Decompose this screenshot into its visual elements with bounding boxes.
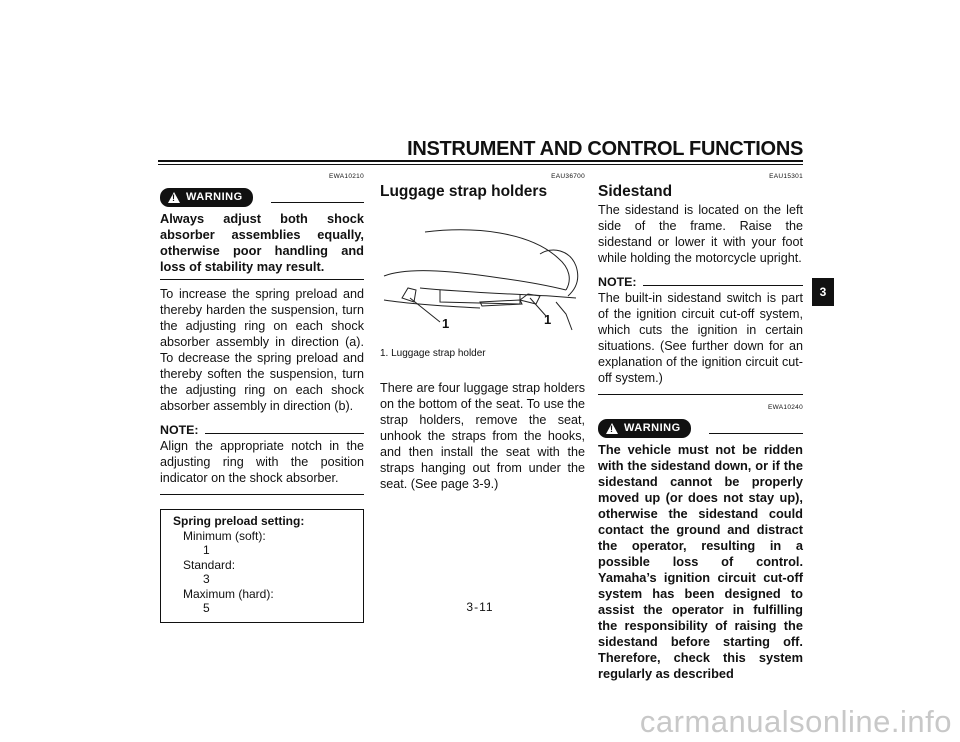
page-header <box>158 136 803 164</box>
chapter-tab: 3 <box>812 278 834 306</box>
figure-caption: 1. Luggage strap holder <box>380 348 486 359</box>
note-text: The built-in sidestand switch is part of the ignition circuit cut-off system, which cuts the ignition in certain situations. (See further down for an explanation of the ignition circuit cut-off system.) <box>598 291 803 385</box>
spec-min-value: 1 <box>203 543 210 557</box>
section-heading: Sidestand <box>598 183 673 200</box>
column-luggage-strap <box>380 172 585 492</box>
warning-badge <box>160 188 253 207</box>
section-code: EWA10240 <box>767 404 803 411</box>
body-paragraph: There are four luggage strap holders on the bottom of the seat. To use the strap holders, remove the seat, unhook the straps from the hooks, and then install the seat with the straps hanging out from under the seat. (See page 3-9.) <box>380 381 585 491</box>
spec-title: Spring preload setting: <box>173 514 305 528</box>
warning-header <box>160 187 364 207</box>
divider <box>160 279 364 280</box>
note-header <box>598 274 803 290</box>
watermark: carmanualsonline.info <box>639 704 952 739</box>
column-shock-absorber <box>160 172 364 623</box>
header-rule-thin <box>158 164 803 165</box>
warning-label: WARNING <box>186 191 243 203</box>
note-header <box>160 422 364 438</box>
section-code: EAU36700 <box>551 173 585 180</box>
body-paragraph: The sidestand is located on the left side of the frame. Raise the sidestand or lower it with your foot while holding the motorcycle upright. <box>598 203 803 265</box>
spec-max-value: 5 <box>203 601 210 615</box>
spec-std-value: 3 <box>203 572 210 586</box>
note-label: NOTE: <box>160 423 199 437</box>
header-rule <box>158 160 803 162</box>
warning-label: WARNING <box>624 422 681 434</box>
warning-badge <box>598 419 691 438</box>
note-rule <box>205 433 364 434</box>
divider <box>160 494 364 495</box>
spec-std-label: Standard: <box>183 557 236 572</box>
note-label: NOTE: <box>598 275 637 289</box>
warning-rule <box>271 202 364 203</box>
page-title: INSTRUMENT AND CONTROL FUNCTIONS <box>407 138 803 160</box>
section-heading: Luggage strap holders <box>380 183 548 200</box>
section-code: EAU15301 <box>769 173 803 180</box>
warning-text: Always adjust both shock absorber assemblies equally, otherwise poor handling and loss of stability may result. <box>160 211 364 274</box>
seat-drawing <box>380 206 585 342</box>
body-paragraph: To increase the spring preload and thereby harden the suspension, turn the adjusting ring on each shock absorber assembly in direction (a). To decrease the spring preload and thereby soften the suspension, turn the adjusting ring on each shock absorber assembly in direction (b). <box>160 287 364 413</box>
note-rule <box>643 285 803 286</box>
callout-number: 1 <box>442 316 450 331</box>
section-code: EWA10210 <box>328 173 364 180</box>
callout-number: 1 <box>544 312 552 327</box>
warning-rule <box>709 433 803 434</box>
seat-illustration <box>380 206 585 342</box>
warning-triangle-icon: ! <box>168 192 180 203</box>
warning-text: The vehicle must not be ridden with the sidestand down, or if the sidestand cannot be properly moved up (or does not stay up), otherwise the sidestand could contact the ground and distract the operator, resulting in a possible loss of control. Yamaha’s ignition circuit cut-off system has been designed to assist the operator in fulfilling the responsibility of raising the sidestand before starting off. Therefore, check this system regularly as described <box>598 442 803 681</box>
divider <box>598 394 803 395</box>
warning-header <box>598 418 803 438</box>
warning-triangle-icon: ! <box>606 423 618 434</box>
note-text: Align the appropriate notch in the adjusting ring with the position indicator on the shock absorber. <box>160 439 364 485</box>
spec-min-label: Minimum (soft): <box>183 528 266 543</box>
page-number: 3-11 <box>466 600 494 614</box>
spec-max-label: Maximum (hard): <box>183 586 274 601</box>
